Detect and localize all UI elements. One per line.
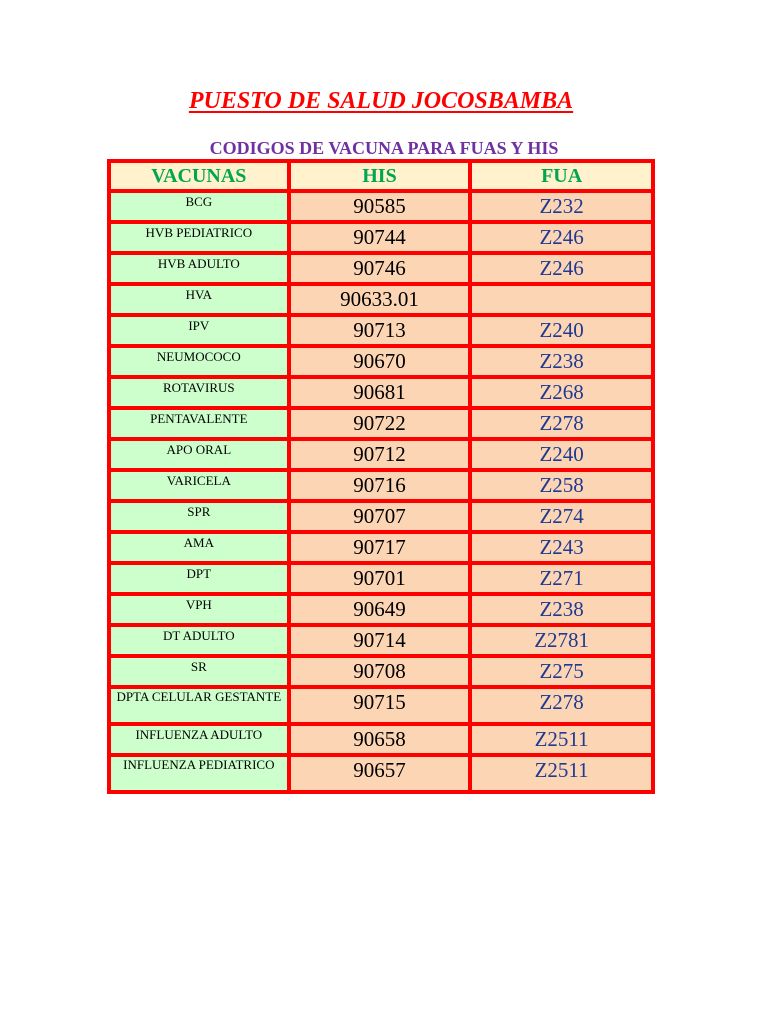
his-code-cell: 90744 bbox=[291, 224, 469, 251]
his-code-cell: 90657 bbox=[291, 757, 469, 790]
fua-code-cell: Z240 bbox=[472, 441, 651, 468]
fua-code-cell: Z274 bbox=[472, 503, 651, 530]
vacuna-cell: NEUMOCOCO bbox=[111, 348, 287, 375]
table-row bbox=[111, 472, 651, 499]
his-code-cell: 90715 bbox=[291, 689, 469, 722]
table-row bbox=[111, 565, 651, 592]
his-code-cell: 90746 bbox=[291, 255, 469, 282]
vacuna-cell: APO ORAL bbox=[111, 441, 287, 468]
his-code-cell: 90701 bbox=[291, 565, 469, 592]
page-subtitle: CODIGOS DE VACUNA PARA FUAS Y HIS bbox=[209, 138, 559, 158]
table-row bbox=[111, 596, 651, 623]
page-title: PUESTO DE SALUD JOCOSBAMBA bbox=[188, 88, 574, 114]
vacuna-cell: VPH bbox=[111, 596, 287, 623]
fua-code-cell bbox=[472, 286, 651, 313]
vacuna-cell: DPT bbox=[111, 565, 287, 592]
fua-code-cell: Z238 bbox=[472, 596, 651, 623]
fua-code-cell: Z243 bbox=[472, 534, 651, 561]
fua-code-cell: Z238 bbox=[472, 348, 651, 375]
his-code-cell: 90658 bbox=[291, 726, 469, 753]
vacuna-cell: VARICELA bbox=[111, 472, 287, 499]
table-row bbox=[111, 757, 651, 790]
vacuna-cell: INFLUENZA PEDIATRICO bbox=[111, 757, 287, 790]
fua-code-cell: Z2511 bbox=[472, 757, 651, 790]
table-header-row bbox=[111, 163, 651, 189]
table-row bbox=[111, 410, 651, 437]
vacuna-cell: ROTAVIRUS bbox=[111, 379, 287, 406]
fua-code-cell: Z2511 bbox=[472, 726, 651, 753]
fua-code-cell: Z232 bbox=[472, 193, 651, 220]
fua-code-cell: Z258 bbox=[472, 472, 651, 499]
table-row bbox=[111, 441, 651, 468]
fua-code-cell: Z271 bbox=[472, 565, 651, 592]
his-code-cell: 90717 bbox=[291, 534, 469, 561]
table-row bbox=[111, 503, 651, 530]
vacuna-cell: SPR bbox=[111, 503, 287, 530]
vaccine-codes-table bbox=[107, 159, 655, 794]
table-row bbox=[111, 286, 651, 313]
fua-code-cell: Z246 bbox=[472, 255, 651, 282]
vacuna-cell: HVA bbox=[111, 286, 287, 313]
table-row bbox=[111, 658, 651, 685]
column-header-fua: FUA bbox=[472, 163, 651, 189]
vacuna-cell: INFLUENZA ADULTO bbox=[111, 726, 287, 753]
his-code-cell: 90708 bbox=[291, 658, 469, 685]
his-code-cell: 90707 bbox=[291, 503, 469, 530]
vacuna-cell: SR bbox=[111, 658, 287, 685]
his-code-cell: 90585 bbox=[291, 193, 469, 220]
vacuna-cell: HVB ADULTO bbox=[111, 255, 287, 282]
table-row bbox=[111, 224, 651, 251]
table-row bbox=[111, 534, 651, 561]
fua-code-cell: Z268 bbox=[472, 379, 651, 406]
table-row bbox=[111, 317, 651, 344]
table-row bbox=[111, 726, 651, 753]
table-row bbox=[111, 689, 651, 722]
his-code-cell: 90681 bbox=[291, 379, 469, 406]
table-row bbox=[111, 379, 651, 406]
his-code-cell: 90714 bbox=[291, 627, 469, 654]
fua-code-cell: Z275 bbox=[472, 658, 651, 685]
his-code-cell: 90649 bbox=[291, 596, 469, 623]
vacuna-cell: BCG bbox=[111, 193, 287, 220]
his-code-cell: 90712 bbox=[291, 441, 469, 468]
his-code-cell: 90670 bbox=[291, 348, 469, 375]
his-code-cell: 90633.01 bbox=[291, 286, 469, 313]
his-code-cell: 90716 bbox=[291, 472, 469, 499]
vacuna-cell: AMA bbox=[111, 534, 287, 561]
his-code-cell: 90713 bbox=[291, 317, 469, 344]
column-header-his: HIS bbox=[291, 163, 469, 189]
fua-code-cell: Z278 bbox=[472, 410, 651, 437]
his-code-cell: 90722 bbox=[291, 410, 469, 437]
vacuna-cell: IPV bbox=[111, 317, 287, 344]
fua-code-cell: Z240 bbox=[472, 317, 651, 344]
fua-code-cell: Z2781 bbox=[472, 627, 651, 654]
table-row bbox=[111, 255, 651, 282]
vacuna-cell: PENTAVALENTE bbox=[111, 410, 287, 437]
table-row bbox=[111, 627, 651, 654]
fua-code-cell: Z246 bbox=[472, 224, 651, 251]
fua-code-cell: Z278 bbox=[472, 689, 651, 722]
column-header-vacunas: VACUNAS bbox=[111, 163, 287, 189]
vacuna-cell: HVB PEDIATRICO bbox=[111, 224, 287, 251]
table-row bbox=[111, 348, 651, 375]
vacuna-cell: DPTA CELULAR GESTANTE bbox=[111, 689, 287, 722]
vacuna-cell: DT ADULTO bbox=[111, 627, 287, 654]
table-row bbox=[111, 193, 651, 220]
